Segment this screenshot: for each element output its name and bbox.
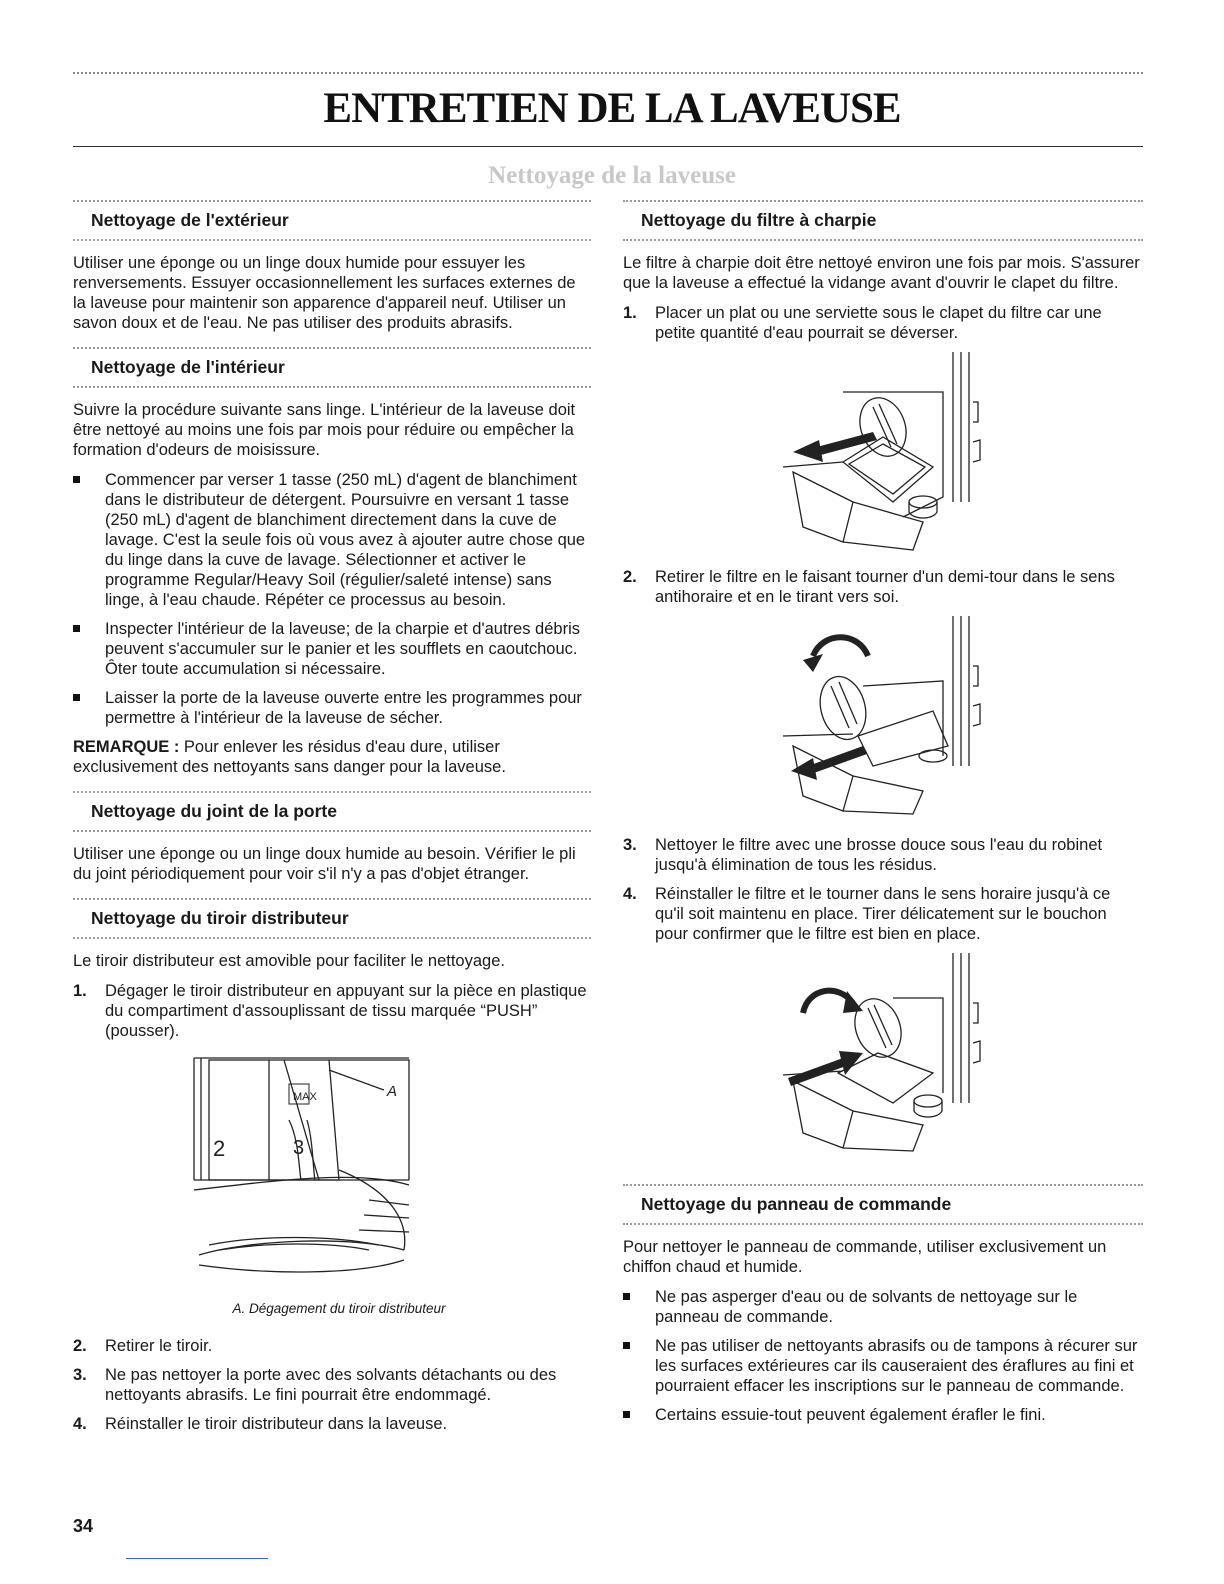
step-text: Retirer le filtre en le faisant tourner d'un demi-tour dans le sens antihoraire et en le tirant vers soi. [655,568,1115,606]
step-number: 3. [73,1366,87,1384]
list-item [623,884,1143,944]
list-item [623,567,1143,607]
page-number: 34 [73,1516,94,1536]
step-text: Dégager le tiroir distributeur en appuyant sur la pièce en plastique du compartiment d'assouplissant de tissu marquée “PUSH” (pousser). [105,982,587,1040]
note-label: REMARQUE : [73,738,180,756]
drawer-body: Le tiroir distributeur est amovible pour faciliter le nettoyage. [73,952,505,970]
list-item: Ne pas utiliser de nettoyants abrasifs ou de tampons à récurer sur les surfaces extérieures car ils causeraient des éraflures au fini et pourraient effacer les inscriptions sur le panneau de commande. [623,1336,1143,1396]
drawer-label-max: MAX [293,1091,317,1103]
panel-heading: Nettoyage du panneau de commande [623,1184,1143,1225]
filter-heading: Nettoyage du filtre à charpie [623,200,1143,241]
rotate-counterclockwise-icon [803,637,868,672]
list-item: Commencer par verser 1 tasse (250 mL) d'agent de blanchiment dans le distributeur de détergent. Poursuivre en versant 1 tasse (250 mL) d'agent de blanchiment directement dans la cuve de lavage. C'est la seule fois où vous avez à ajouter autre chose que du linge dans la cuve de lavage. Sélectionner et activer le programme Regular/Heavy Soil (régulier/saleté intense) sans linge, à l'eau chaude. Répéter ce processus au besoin. [73,470,591,610]
section-heading: Nettoyage de la laveuse [488,162,736,189]
interior-body: Suivre la procédure suivante sans linge. L'intérieur de la laveuse doit être nettoyé au moins une fois par mois pour réduire ou empêcher la formation d'odeurs de moisissure. [73,401,576,459]
title-rule [73,146,1143,147]
dispenser-drawer-drawing [189,1050,489,1290]
step-number: 1. [623,304,637,322]
top-dotted-rule [73,72,1143,77]
interior-note [73,737,591,777]
list-item [73,1414,591,1434]
list-item [73,981,591,1041]
list-item [623,303,1143,343]
filter-step4-illustration [783,953,1003,1158]
step-text: Ne pas nettoyer la porte avec des solvants détachants ou des nettoyants abrasifs. Le fini pourrait être endommagé. [105,1366,557,1404]
exterior-heading: Nettoyage de l'extérieur [73,200,591,241]
list-item: Ne pas asperger d'eau ou de solvants de nettoyage sur le panneau de commande. [623,1287,1143,1327]
step-text: Réinstaller le filtre et le tourner dans le sens horaire jusqu'à ce qu'il soit maintenu en place. Tirer délicatement sur le bouchon pour confirmer que le filtre est bien en place. [655,885,1111,943]
drawer-label-2: 2 [213,1136,226,1161]
drawer-heading: Nettoyage du tiroir distributeur [73,898,591,939]
list-item: Laisser la porte de la laveuse ouverte entre les programmes pour permettre à l'intérieur de la laveuse de sécher. [73,688,591,728]
interior-heading: Nettoyage de l'intérieur [73,347,591,388]
callout-a: A [387,1083,398,1100]
list-item: Inspecter l'intérieur de la laveuse; de la charpie et d'autres débris peuvent s'accumuler sur le panier et les soufflets en caoutchouc. Ôter toute accumulation si nécessaire. [73,619,591,679]
footer-rule [126,1558,268,1559]
filter-step4-drawing [783,953,1003,1153]
exterior-body: Utiliser une éponge ou un linge doux humide pour essuyer les renversements. Essuyer occasionnellement les surfaces externes de la laveuse pour maintenir son apparence d'appareil neuf. Utiliser un savon doux et de l'eau. Ne pas utiliser des produits abrasifs. [73,254,576,332]
step-text: Nettoyer le filtre avec une brosse douce sous l'eau du robinet jusqu'à élimination de tous les résidus. [655,836,1103,874]
filter-body: Le filtre à charpie doit être nettoyé environ une fois par mois. S'assurer que la laveuse a effectué la vidange avant d'ouvrir le clapet du filtre. [623,254,1140,292]
door-seal-body: Utiliser une éponge ou un linge doux humide au besoin. Vérifier le pli du joint périodiquement pour voir s'il n'y a pas d'objet étranger. [73,845,576,883]
filter-step1-illustration [783,352,1003,557]
step-number: 2. [623,568,637,586]
filter-step2-drawing [783,616,1003,816]
panel-bullet-list [623,1287,1143,1425]
step-number: 1. [73,982,87,1000]
list-item: Certains essuie-tout peuvent également érafler le fini. [623,1405,1143,1425]
step-number: 4. [623,885,637,903]
rotate-clockwise-icon [803,991,863,1013]
filter-steps-3-4 [623,835,1143,944]
note-text: Pour enlever les résidus d'eau dure, utiliser exclusivement des nettoyants sans danger pour la laveuse. [73,738,506,776]
drawer-steps [73,1336,591,1434]
step-number: 3. [623,836,637,854]
filter-step2-illustration [783,616,1003,821]
step-text: Placer un plat ou une serviette sous le clapet du filtre car une petite quantité d'eau pourrait se déverser. [655,304,1102,342]
left-column [73,200,591,1443]
right-column [623,200,1143,1434]
list-item [623,835,1143,875]
drawer-step-1 [73,981,591,1041]
filter-step-2 [623,567,1143,607]
list-item [73,1336,591,1356]
filter-step-1 [623,303,1143,343]
interior-bullet-list [73,470,591,728]
list-item [73,1365,591,1405]
arrow-pull-icon [793,432,877,462]
step-number: 2. [73,1337,87,1355]
figure-caption: A. Dégagement du tiroir distributeur [232,1301,446,1316]
step-text: Réinstaller le tiroir distributeur dans la laveuse. [105,1415,448,1433]
panel-body: Pour nettoyer le panneau de commande, utiliser exclusivement un chiffon chaud et humide. [623,1238,1107,1276]
door-seal-heading: Nettoyage du joint de la porte [73,791,591,832]
step-text: Retirer le tiroir. [105,1337,213,1355]
dispenser-drawer-illustration [189,1050,489,1316]
step-number: 4. [73,1415,87,1433]
drawer-label-3: 3 [293,1137,305,1159]
filter-step1-drawing [783,352,1003,552]
page-title: ENTRETIEN DE LA LAVEUSE [323,85,901,132]
